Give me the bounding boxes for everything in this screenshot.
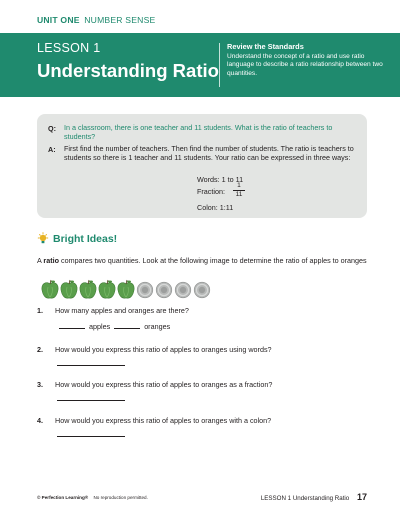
question-text: How many apples and oranges are there? (55, 306, 189, 315)
example-question: In a classroom, there is one teacher and 11 students. What is the ratio of teachers to students? (64, 123, 333, 142)
orange-icon (175, 282, 191, 298)
orange-icon (137, 282, 153, 298)
question-number: 1. (37, 306, 43, 315)
banner-divider (219, 43, 220, 87)
page-number: 17 (356, 492, 367, 502)
fraction-denominator: 11 (235, 190, 243, 198)
apple-icon (99, 280, 115, 298)
answer-line-4[interactable] (57, 436, 125, 437)
intro-text: compares two quantities. Look at the following image to determine the ratio of apples to oranges (60, 256, 367, 265)
apple-icon (61, 280, 77, 298)
apples-count-blank[interactable] (59, 321, 85, 329)
answer-fill-1 (57, 321, 170, 331)
reproduction-notice: No reproduction permitted. (93, 495, 148, 500)
unit-header (37, 15, 155, 25)
ratio-fraction-label: Fraction: (197, 187, 225, 196)
orange-icon (156, 282, 172, 298)
section-label: NUMBER SENSE (84, 15, 156, 25)
ratio-colon: Colon: 1:11 (197, 203, 234, 212)
review-heading: Review the Standards (227, 42, 304, 51)
apple-icon (80, 280, 96, 298)
bright-ideas-title: Bright Ideas! (53, 233, 118, 245)
question-label: Q: (48, 124, 56, 133)
answer-label: A: (48, 145, 56, 154)
ratio-words: Words: 1 to 11 (197, 175, 244, 184)
example-answer: First find the number of teachers. Then find the number of students. The ratio is teachers to students so there is 1 teacher and 11 students. Your ratio can be expressed in three ways: (64, 144, 354, 163)
apple-icon (118, 280, 134, 298)
footer-copyright (37, 495, 148, 500)
apples-word: apples (89, 322, 111, 331)
fruit-image (41, 279, 221, 301)
question-number: 2. (37, 345, 43, 354)
running-head: LESSON 1 Understanding Ratio (260, 495, 350, 502)
lightbulb-icon (37, 232, 49, 246)
lesson-number: LESSON 1 (37, 41, 101, 55)
unit-label: UNIT ONE (37, 15, 80, 25)
orange-icon (194, 282, 210, 298)
question-number: 3. (37, 380, 43, 389)
fraction-numerator: 1 (233, 182, 245, 191)
question-text: How would you express this ratio of apples to oranges using words? (55, 345, 272, 354)
example-box (37, 114, 367, 218)
review-body: Understand the concept of a ratio and use ratio language to describe a ratio relationship between two quantities. (227, 53, 383, 77)
lesson-title: Understanding Ratio (37, 60, 219, 81)
oranges-word: oranges (144, 322, 171, 331)
question-text: How would you express this ratio of apples to oranges with a colon? (55, 416, 272, 425)
question-text: How would you express this ratio of apples to oranges as a fraction? (55, 380, 273, 389)
answer-line-3[interactable] (57, 400, 125, 401)
ratio-fraction (233, 182, 245, 198)
ratio-intro (37, 256, 372, 265)
question-number: 4. (37, 416, 43, 425)
publisher-name: © Perfection Learning® (37, 495, 89, 500)
apple-icon (42, 280, 58, 298)
intro-prefix: A (37, 256, 42, 265)
footer-running-head (261, 492, 367, 502)
answer-line-2[interactable] (57, 365, 125, 366)
ratio-term: ratio (43, 256, 59, 265)
lesson-banner (0, 33, 400, 97)
oranges-count-blank[interactable] (114, 321, 140, 329)
